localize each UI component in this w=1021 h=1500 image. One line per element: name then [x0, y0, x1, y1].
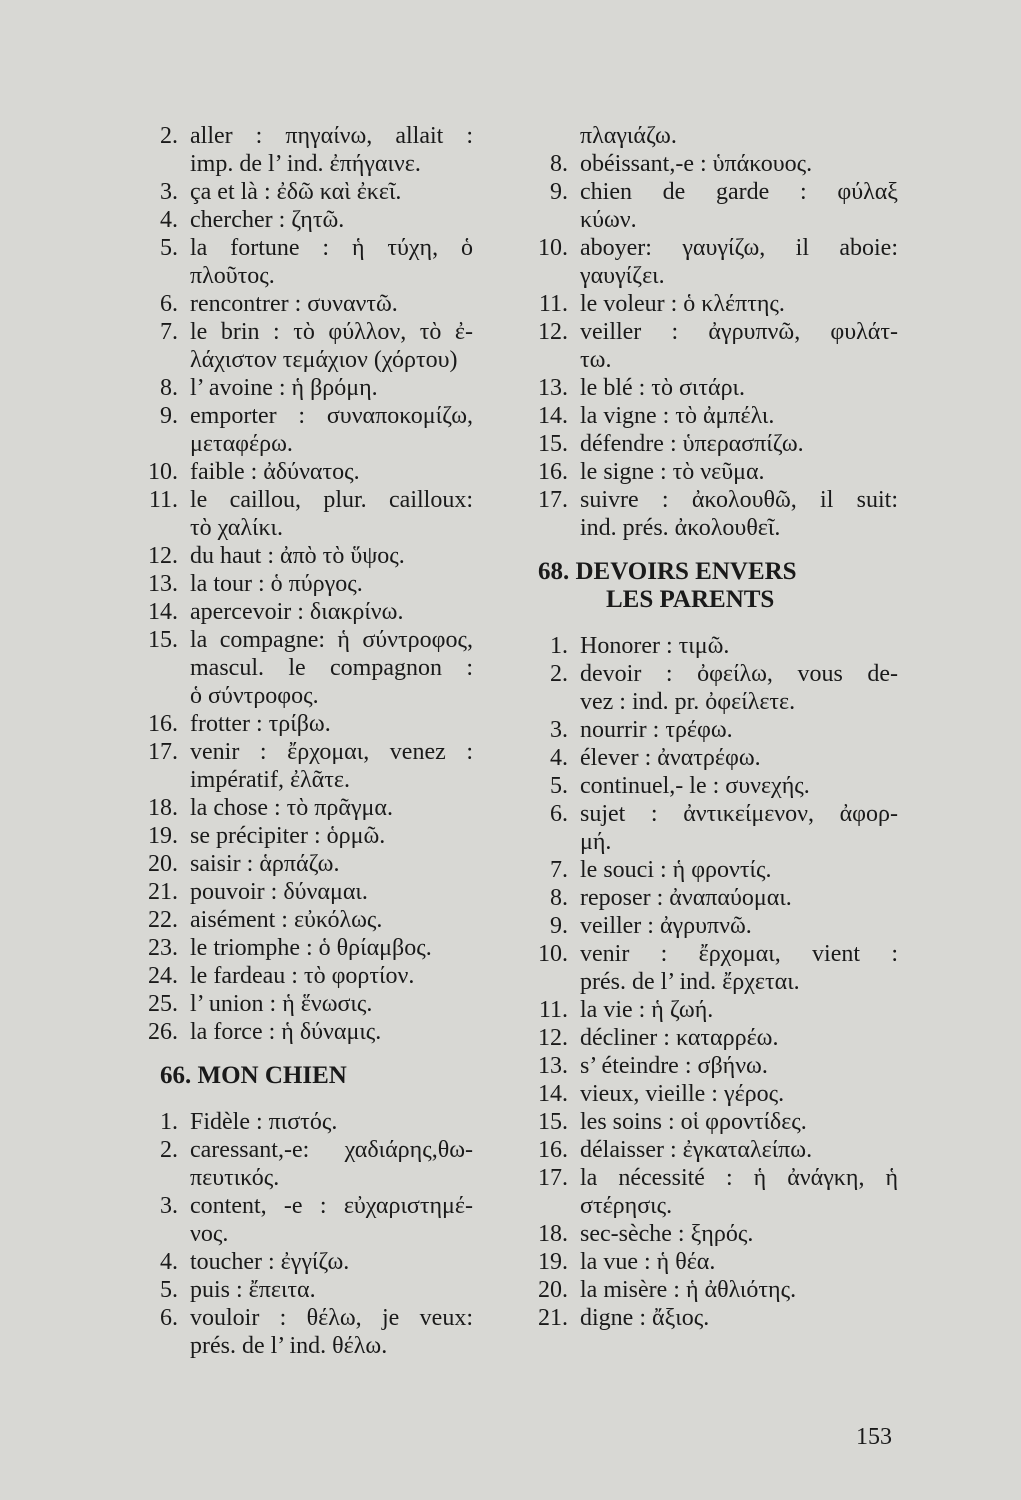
entry-text [580, 402, 898, 430]
entry-line: nourrir : τρέφω. [580, 717, 733, 743]
entry-text [580, 122, 898, 150]
entry-line: vez : ind. pr. ὀφείλετε. [580, 689, 796, 715]
entry-number: 8. [550, 151, 568, 177]
vocab-entry [138, 934, 473, 962]
entry-number: 10. [538, 941, 568, 967]
vocab-entry [528, 716, 898, 744]
entry-number: 11. [538, 291, 568, 317]
vocab-entry [138, 178, 473, 206]
entry-line: du haut : ἀπὸ τὸ ὕψος. [190, 543, 405, 569]
entry-text [580, 486, 898, 542]
entry-number: 19. [148, 823, 178, 849]
entry-text [580, 940, 898, 996]
entry-number: 26. [148, 1019, 178, 1045]
entry-text [190, 1108, 473, 1136]
entry-line: venir : ἔρχομαι, venez : [190, 739, 473, 765]
entry-text [580, 772, 898, 800]
vocab-entry [138, 850, 473, 878]
entry-line: le voleur : ὁ κλέπτης. [580, 291, 785, 317]
entry-line: vouloir : θέλω, je veux: [190, 1305, 473, 1331]
entry-line: continuel,- le : συνεχής. [580, 773, 810, 799]
left-column [138, 122, 473, 1360]
entry-number: 6. [160, 291, 178, 317]
entry-number: 4. [160, 207, 178, 233]
vocab-entry [138, 906, 473, 934]
vocab-entry [528, 772, 898, 800]
entry-line: se précipiter : ὁρμῶ. [190, 823, 386, 849]
entry-number: 9. [550, 913, 568, 939]
entry-text [580, 856, 898, 884]
entry-line: la compagne: ἡ σύντροφος, [190, 627, 473, 653]
entry-number: 9. [160, 403, 178, 429]
entry-text [190, 374, 473, 402]
entry-line: τὸ χαλίκι. [190, 515, 283, 541]
entry-number: 22. [148, 907, 178, 933]
entry-line: faible : ἀδύνατος. [190, 459, 360, 485]
vocab-entry [528, 800, 898, 856]
vocab-entry [138, 1192, 473, 1248]
entry-number: 16. [538, 459, 568, 485]
entry-number: 12. [148, 543, 178, 569]
entry-text [190, 122, 473, 178]
entry-text [580, 1080, 898, 1108]
entry-line: le brin : τὸ φύλλον, τὸ ἐ- [190, 319, 473, 345]
entry-line: venir : ἔρχομαι, vient : [580, 941, 898, 967]
vocab-entry [528, 290, 898, 318]
entry-number: 2. [550, 661, 568, 687]
entry-line: puis : ἔπειτα. [190, 1277, 316, 1303]
vocab-entry [138, 542, 473, 570]
entry-line: le fardeau : τὸ φορτίον. [190, 963, 415, 989]
vocab-entry [528, 660, 898, 716]
entry-text [580, 290, 898, 318]
entry-number: 4. [550, 745, 568, 771]
entry-line: πευτικός. [190, 1165, 280, 1191]
entry-number: 10. [148, 459, 178, 485]
vocab-entry [528, 1248, 898, 1276]
entry-line: μεταφέρω. [190, 431, 293, 457]
entry-line: πλοῦτος. [190, 263, 275, 289]
vocab-entry [138, 626, 473, 710]
entry-line: Fidèle : πιστός. [190, 1109, 338, 1135]
entry-line: la misère : ἡ ἀθλιότης. [580, 1277, 797, 1303]
entry-number: 3. [160, 179, 178, 205]
entry-line: chercher : ζητῶ. [190, 207, 345, 233]
entry-line: prés. de l’ ind. ἔρχεται. [580, 969, 800, 995]
vocab-entry [138, 1018, 473, 1046]
entry-line: πλαγιάζω. [580, 123, 677, 149]
entry-text [190, 710, 473, 738]
right-column [528, 122, 898, 1332]
entry-text [190, 1248, 473, 1276]
vocab-entry [528, 486, 898, 542]
entry-number: 13. [538, 1053, 568, 1079]
entry-line: veiller : ἀγρυπνῶ, φυλάτ- [580, 319, 898, 345]
vocab-entry [138, 1108, 473, 1136]
vocab-entry [528, 1024, 898, 1052]
section-heading [528, 558, 898, 614]
section-heading-line: 68. DEVOIRS ENVERS [538, 558, 797, 585]
entry-text [190, 318, 473, 374]
entry-text [580, 744, 898, 772]
entry-number: 16. [148, 711, 178, 737]
entry-text [190, 1304, 473, 1360]
entry-line: vieux, vieille : γέρος. [580, 1081, 785, 1107]
entry-number: 6. [160, 1305, 178, 1331]
entry-line: le signe : τὸ νεῦμα. [580, 459, 765, 485]
entry-line: ὁ σύντροφος. [190, 683, 319, 709]
vocab-entry [528, 374, 898, 402]
entry-text [580, 1136, 898, 1164]
entry-number: 14. [148, 599, 178, 625]
entry-text [580, 1052, 898, 1080]
vocab-entry [528, 1052, 898, 1080]
entry-line: ça et là : ἐδῶ καὶ ἐκεῖ. [190, 179, 402, 205]
entry-number: 19. [538, 1249, 568, 1275]
entry-text [190, 178, 473, 206]
entry-number: 20. [148, 851, 178, 877]
entry-line: l’ avoine : ἡ βρόμη. [190, 375, 378, 401]
entry-number: 13. [148, 571, 178, 597]
entry-line: imp. de l’ ind. ἐπήγαινε. [190, 151, 421, 177]
entry-number: 11. [538, 997, 568, 1023]
entry-line: aboyer: γαυγίζω, il aboie: [580, 235, 898, 261]
entry-text [190, 878, 473, 906]
entry-number [528, 122, 580, 150]
vocab-entry [138, 962, 473, 990]
entry-number: 18. [538, 1221, 568, 1247]
entry-text [580, 1024, 898, 1052]
entry-text [190, 962, 473, 990]
entry-text [580, 912, 898, 940]
entry-line: la fortune : ἡ τύχη, ὁ [190, 235, 473, 261]
vocab-entry [528, 996, 898, 1024]
entry-number: 15. [148, 627, 178, 653]
entry-line: prés. de l’ ind. θέλω. [190, 1333, 388, 1359]
vocab-entry [138, 1136, 473, 1192]
entry-text [580, 458, 898, 486]
entry-text [580, 1108, 898, 1136]
entry-number: 17. [538, 487, 568, 513]
entry-line: veiller : ἀγρυπνῶ. [580, 913, 752, 939]
entry-text [580, 430, 898, 458]
vocab-entry [138, 1304, 473, 1360]
vocab-entry [528, 178, 898, 234]
vocab-entry [138, 822, 473, 850]
entry-number: 12. [538, 319, 568, 345]
entry-line: défendre : ὑπερασπίζω. [580, 431, 804, 457]
entry-line: toucher : ἐγγίζω. [190, 1249, 350, 1275]
entry-text [190, 402, 473, 458]
vocab-entry [528, 402, 898, 430]
entry-text [190, 626, 473, 710]
entry-line: obéissant,-e : ὑπάκουος. [580, 151, 813, 177]
entry-number: 2. [160, 123, 178, 149]
entry-number: 21. [538, 1305, 568, 1331]
entry-line: la vigne : τὸ ἀμπέλι. [580, 403, 775, 429]
vocab-entry [138, 990, 473, 1018]
entry-line: la nécessité : ἡ ἀνάγκη, ἡ [580, 1165, 898, 1191]
entry-number: 1. [550, 633, 568, 659]
entry-line: τω. [580, 347, 612, 373]
entry-line: λάχιστον τεμάχιον (χόρτου) [190, 347, 458, 373]
entry-number: 25. [148, 991, 178, 1017]
entry-text [190, 822, 473, 850]
entry-line: rencontrer : συναντῶ. [190, 291, 398, 317]
entry-line: κύων. [580, 207, 637, 233]
entry-line: aisément : εὐκόλως. [190, 907, 383, 933]
vocab-entry [138, 290, 473, 318]
vocab-entry [528, 744, 898, 772]
entry-line: caressant,-e: χαδιάρης,θω- [190, 1137, 473, 1163]
entry-number: 23. [148, 935, 178, 961]
entry-line: sec-sèche : ξηρός. [580, 1221, 754, 1247]
entry-number: 18. [148, 795, 178, 821]
entry-text [190, 906, 473, 934]
vocab-entry [138, 878, 473, 906]
page-number: 153 [856, 1424, 892, 1450]
vocab-entry [138, 486, 473, 542]
entry-number: 15. [538, 1109, 568, 1135]
entry-number: 3. [160, 1193, 178, 1219]
entry-number: 14. [538, 1081, 568, 1107]
entry-number: 5. [160, 235, 178, 261]
entry-line: impératif, ἐλᾶτε. [190, 767, 350, 793]
entry-number: 3. [550, 717, 568, 743]
entry-text [190, 1192, 473, 1248]
vocab-entry [528, 1080, 898, 1108]
vocab-entry [138, 206, 473, 234]
entry-line: apercevoir : διακρίνω. [190, 599, 404, 625]
entry-text [580, 800, 898, 856]
entry-text [190, 738, 473, 794]
entry-number: 21. [148, 879, 178, 905]
entry-text [190, 598, 473, 626]
section-heading-line: LES PARENTS [606, 586, 775, 613]
section-heading [138, 1062, 473, 1090]
vocab-entry [138, 710, 473, 738]
entry-number: 13. [538, 375, 568, 401]
vocab-entry [528, 1276, 898, 1304]
vocab-entry [138, 122, 473, 178]
entry-text [580, 884, 898, 912]
entry-line: élever : ἀνατρέφω. [580, 745, 761, 771]
entry-line: délaisser : ἐγκαταλείπω. [580, 1137, 813, 1163]
entry-number: 6. [550, 801, 568, 827]
entry-text [580, 996, 898, 1024]
vocab-entry [528, 458, 898, 486]
entry-number: 7. [160, 319, 178, 345]
entry-line: emporter : συναποκομίζω, [190, 403, 473, 429]
entry-text [190, 542, 473, 570]
entry-number: 16. [538, 1137, 568, 1163]
vocab-entry [138, 570, 473, 598]
entry-text [190, 1276, 473, 1304]
entry-line: les soins : οἱ φροντίδες. [580, 1109, 807, 1135]
entry-line: γαυγίζει. [580, 263, 665, 289]
vocab-entry [528, 150, 898, 178]
entry-line: sujet : ἀντικείμενον, ἀφορ- [580, 801, 898, 827]
entry-line: digne : ἄξιος. [580, 1305, 710, 1331]
entry-text [190, 458, 473, 486]
entry-text [190, 934, 473, 962]
entry-number: 11. [148, 487, 178, 513]
entry-text [190, 990, 473, 1018]
vocab-entry [138, 318, 473, 374]
entry-line: aller : πηγαίνω, allait : [190, 123, 473, 149]
entry-line: la tour : ὁ πύργος. [190, 571, 363, 597]
entry-line: s’ éteindre : σβήνω. [580, 1053, 768, 1079]
entry-number: 9. [550, 179, 568, 205]
entry-text [580, 318, 898, 374]
entry-text [190, 486, 473, 542]
entry-text [190, 570, 473, 598]
entry-text [580, 716, 898, 744]
entry-line: pouvoir : δύναμαι. [190, 879, 368, 905]
entry-text [580, 234, 898, 290]
entry-number: 15. [538, 431, 568, 457]
vocab-entry [138, 234, 473, 290]
entry-text [190, 794, 473, 822]
entry-text [580, 1220, 898, 1248]
vocab-entry [528, 940, 898, 996]
vocab-entry [528, 430, 898, 458]
entry-text [580, 660, 898, 716]
entry-number: 2. [160, 1137, 178, 1163]
vocab-entry [528, 912, 898, 940]
entry-line: devoir : ὀφείλω, vous de- [580, 661, 898, 687]
vocab-entry [138, 738, 473, 794]
entry-text [190, 850, 473, 878]
entry-text [580, 1164, 898, 1220]
entry-number: 17. [148, 739, 178, 765]
entry-number: 8. [550, 885, 568, 911]
entry-number: 14. [538, 403, 568, 429]
vocab-entry [138, 458, 473, 486]
entry-text [190, 290, 473, 318]
vocab-entry [138, 598, 473, 626]
entry-number: 17. [538, 1165, 568, 1191]
entry-text [190, 234, 473, 290]
entry-line: le triomphe : ὁ θρίαμβος. [190, 935, 432, 961]
entry-line: νος. [190, 1221, 229, 1247]
entry-line: suivre : ἀκολουθῶ, il suit: [580, 487, 898, 513]
vocab-entry [528, 122, 898, 150]
entry-text [580, 1276, 898, 1304]
entry-number: 8. [160, 375, 178, 401]
entry-line: ind. prés. ἀκολουθεῖ. [580, 515, 781, 541]
vocab-entry [138, 402, 473, 458]
section-heading-line: 66. MON CHIEN [160, 1062, 347, 1089]
entry-number: 4. [160, 1249, 178, 1275]
entry-line: reposer : ἀναπαύομαι. [580, 885, 792, 911]
entry-number: 1. [160, 1109, 178, 1135]
vocab-entry [528, 1304, 898, 1332]
vocab-entry [138, 794, 473, 822]
entry-number: 20. [538, 1277, 568, 1303]
entry-line: Honorer : τιμῶ. [580, 633, 730, 659]
entry-text [580, 374, 898, 402]
entry-line: chien de garde : φύλαξ [580, 179, 898, 205]
vocab-entry [138, 1248, 473, 1276]
entry-line: la force : ἡ δύναμις. [190, 1019, 382, 1045]
entry-text [580, 632, 898, 660]
entry-text [580, 178, 898, 234]
entry-number: 7. [550, 857, 568, 883]
entry-line: décliner : καταρρέω. [580, 1025, 779, 1051]
entry-number: 5. [550, 773, 568, 799]
entry-line: la vie : ἡ ζωή. [580, 997, 714, 1023]
entry-line: frotter : τρίβω. [190, 711, 331, 737]
entry-text [190, 1136, 473, 1192]
vocab-entry [528, 318, 898, 374]
entry-line: la vue : ἡ θέα. [580, 1249, 716, 1275]
entry-line: content, -e : εὐχαριστημέ- [190, 1193, 473, 1219]
vocab-entry [528, 234, 898, 290]
entry-line: l’ union : ἡ ἕνωσις. [190, 991, 373, 1017]
vocab-entry [528, 632, 898, 660]
entry-line: μή. [580, 829, 612, 855]
entry-text [580, 150, 898, 178]
entry-line: la chose : τὸ πρᾶγμα. [190, 795, 393, 821]
vocab-entry [528, 1108, 898, 1136]
vocab-entry [528, 856, 898, 884]
entry-line: le souci : ἡ φροντίς. [580, 857, 772, 883]
entry-line: saisir : ἁρπάζω. [190, 851, 340, 877]
entry-line: le caillou, plur. cailloux: [190, 487, 473, 513]
entry-text [190, 206, 473, 234]
entry-number: 5. [160, 1277, 178, 1303]
entry-text [580, 1248, 898, 1276]
vocab-entry [138, 374, 473, 402]
entry-line: mascul. le compagnon : [190, 655, 473, 681]
entry-line: le blé : τὸ σιτάρι. [580, 375, 745, 401]
entry-number: 10. [538, 235, 568, 261]
vocab-entry [528, 1220, 898, 1248]
entry-line: στέρησις. [580, 1193, 673, 1219]
entry-number: 24. [148, 963, 178, 989]
vocab-entry [528, 1164, 898, 1220]
entry-text [190, 1018, 473, 1046]
entry-text [580, 1304, 898, 1332]
vocab-entry [528, 1136, 898, 1164]
vocab-entry [528, 884, 898, 912]
vocab-entry [138, 1276, 473, 1304]
entry-number: 12. [538, 1025, 568, 1051]
